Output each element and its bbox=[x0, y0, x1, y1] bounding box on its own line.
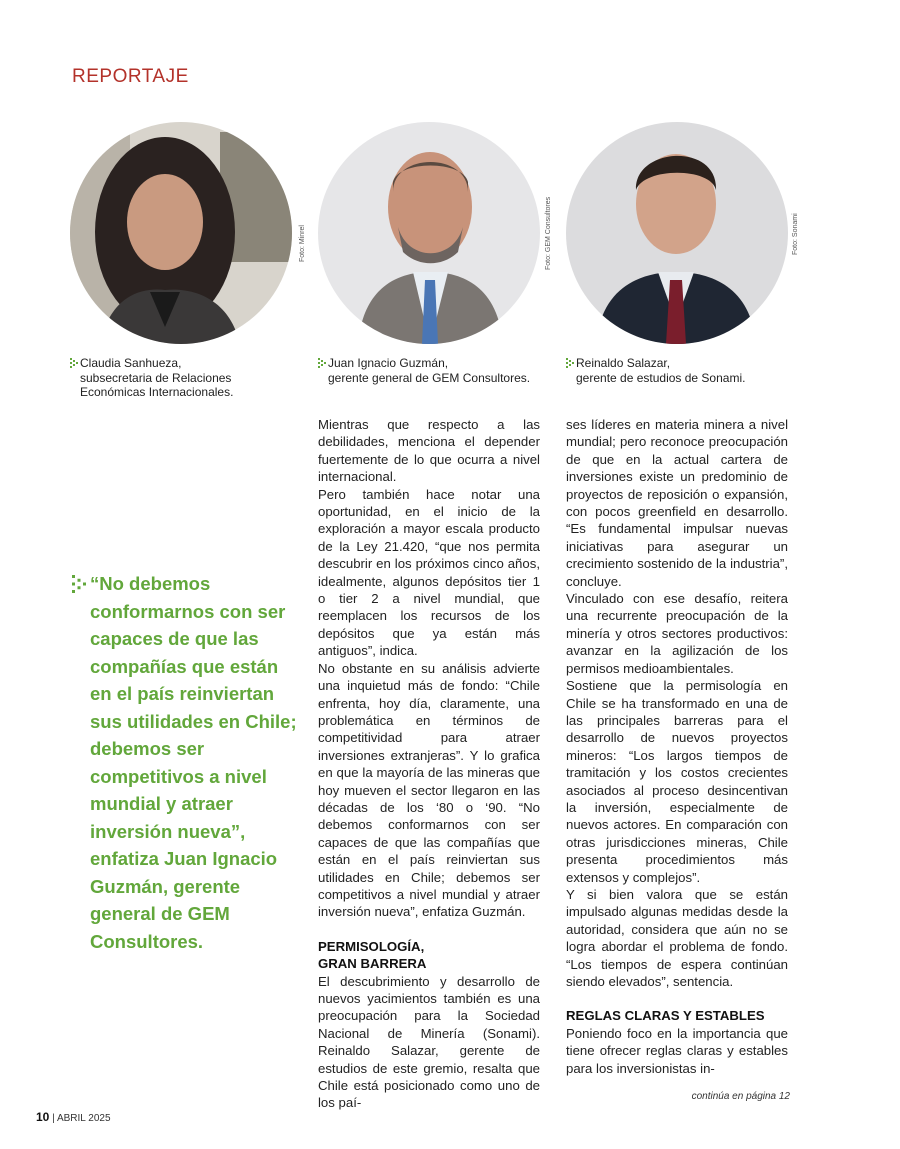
section-heading-reglas-claras: REGLAS CLARAS Y ESTABLES bbox=[566, 1008, 765, 1024]
paragraph: Poniendo foco en la importancia que tiene ofrecer reglas claras y estables para los inversionistas in- bbox=[566, 1025, 788, 1076]
paragraph: ses líderes en materia minera a nivel mundial; pero reconoce preocupación de que en la actual cartera de inversiones existe un predominio de proyectos de reposición o expansión, con pocos greenfield en desarrollo. “Es fundamental impulsar nuevas iniciativas para asegurar un crecimiento sostenido de la industria”, concluye. bbox=[566, 417, 788, 589]
page-footer bbox=[36, 1110, 111, 1124]
paragraph: No obstante en su análisis advierte una inquietud más de fondo: “Chile enfrenta, hoy día, claramente, una problemática en términos de competitividad para atraer inversiones extranjeras”. Y lo grafica en que la mayoría de las mineras que hoy mueven el sector llegaron en las décadas de los ‘80 o ‘90. “No debemos conformarnos con ser capaces de que las compañías que están en el país reinviertan sus utilidades en Chile; debemos ser competitivos a nivel mundial y atraer inversión nueva”, enfatiza Guzmán. bbox=[318, 660, 540, 920]
caption-role: subsecretaria de Relaciones Económicas Internacionales. bbox=[80, 370, 234, 399]
paragraph: Y si bien valora que se están impulsado algunas medidas desde la autoridad, considera que aún no se logra abordar el problema de fondo. “Los tiempos de espera continúan siendo elevados”, sentencia. bbox=[566, 886, 788, 989]
page-number: 10 bbox=[36, 1110, 50, 1124]
caption-claudia-sanhueza bbox=[70, 356, 300, 400]
paragraph: Sostiene que la permisología en Chile se ha transformado en una de las principales barreras para el desarrollo de nuevos proyectos mineros: “Los largos tiempos de tramitación y los costos crecientes asociados al proceso desincentivan la inversión, especialmente de nuevos actores. En comparación con otras jurisdicciones mineras, Chile presenta procedimientos más extensos y complejos”. bbox=[566, 678, 788, 885]
portrait-young-man-icon bbox=[566, 122, 788, 344]
portrait-photo-claudia-sanhueza bbox=[70, 122, 292, 344]
caption-juan-ignacio-guzman bbox=[318, 356, 548, 385]
portrait-woman-icon bbox=[70, 122, 292, 344]
bullet-arrow-icon bbox=[566, 358, 574, 368]
paragraph: Pero también hace notar una oportunidad, en el inicio de la exploración a mayor escala producto de la Ley 21.420, “que nos permita descubrir en los próximos cinco años, idealmente, algunos depósitos tier 1 o tier 2 a nivel mundial, que reemplacen los recursos de los depósitos que ya están más antiguos”, indica. bbox=[318, 486, 540, 659]
bullet-arrow-icon bbox=[318, 358, 326, 368]
paragraph: El descubrimiento y desarrollo de nuevos yacimientos también es una preocupación para la Sociedad Nacional de Minería (Sonami). Reinaldo Salazar, gerente de estudios de este gremio, resalta que Chile está posicionado como uno de los paí- bbox=[318, 973, 540, 1111]
quote-arrow-icon bbox=[72, 575, 86, 593]
caption-name: Claudia Sanhueza, bbox=[80, 356, 182, 370]
photo-credit-2: Foto: GEM Consultores bbox=[545, 196, 552, 270]
photo-credit-3: Foto: Sonami bbox=[792, 213, 799, 255]
pull-quote-text: “No debemos conformarnos con ser capaces de que las compañías que están en el país reinviertan sus utilidades en Chile; debemos ser competitivos a nivel mundial y atraer inversión nueva”, enfatiza Juan Ignacio Guzmán, gerente general de GEM Consultores. bbox=[90, 573, 297, 952]
caption-name: Juan Ignacio Guzmán, bbox=[328, 356, 449, 370]
continues-note: continúa en página 12 bbox=[691, 1091, 790, 1102]
portrait-man-suit-icon bbox=[318, 122, 540, 344]
caption-role: gerente de estudios de Sonami. bbox=[576, 370, 746, 385]
paragraph: Vinculado con ese desafío, reitera una recurrente preocupación de la minería y otros sectores productivos: avanzar en la agilización de los permisos medioambientales. bbox=[566, 591, 788, 676]
pull-quote bbox=[72, 570, 297, 955]
caption-role: gerente general de GEM Consultores. bbox=[328, 370, 531, 385]
bullet-arrow-icon bbox=[70, 358, 78, 368]
caption-name: Reinaldo Salazar, bbox=[576, 356, 671, 370]
section-label: REPORTAJE bbox=[72, 66, 189, 87]
issue-date: | ABRIL 2025 bbox=[52, 1113, 111, 1124]
portrait-photo-reinaldo-salazar bbox=[566, 122, 788, 344]
article-column-1 bbox=[318, 416, 540, 1112]
article-column-2 bbox=[566, 416, 788, 1077]
paragraph: Mientras que respecto a las debilidades, menciona el depender fuertemente de lo que ocurra a nivel internacional. bbox=[318, 417, 540, 485]
portrait-photo-juan-ignacio-guzman bbox=[318, 122, 540, 344]
section-heading-permisologia: PERMISOLOGÍA, GRAN BARRERA bbox=[318, 938, 427, 972]
photo-credit-1: Foto: Minrel bbox=[299, 225, 306, 262]
caption-reinaldo-salazar bbox=[566, 356, 796, 385]
